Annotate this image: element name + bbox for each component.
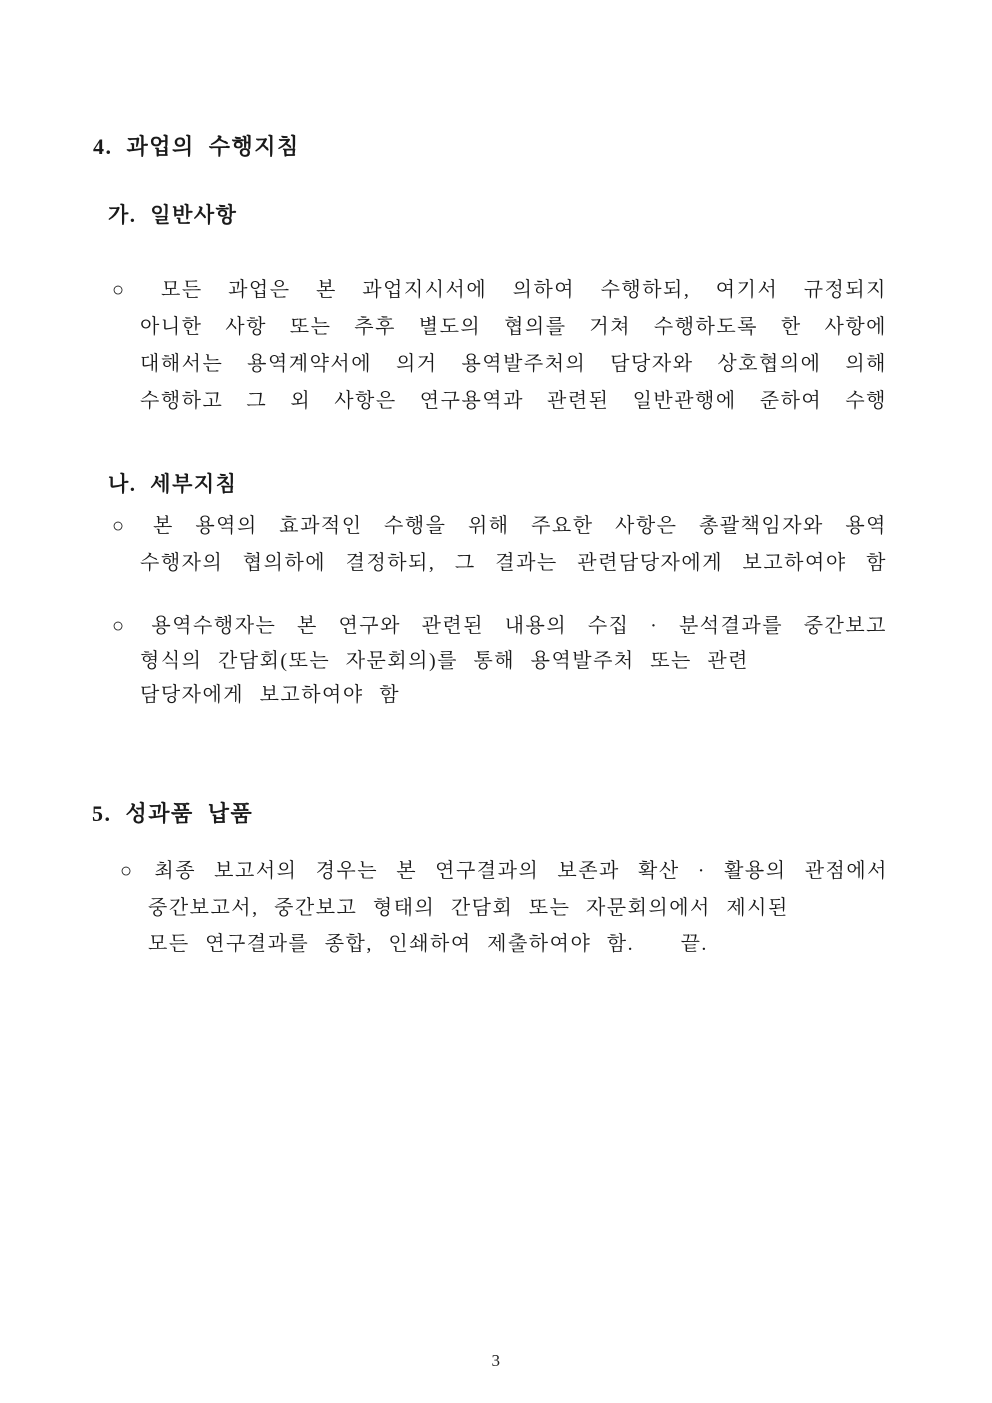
paragraph-line: 형식의 간담회(또는 자문회의)를 통해 용역발주처 또는 관련 (140, 649, 749, 672)
bullet-circle-icon: ○ (112, 615, 131, 637)
paragraph-text: 최종 보고서의 경우는 본 연구결과의 보존과 확산 · 활용의 관점에서 (154, 860, 888, 882)
paragraph-line: 담당자에게 보고하여야 함 (140, 684, 401, 706)
bullet-circle-icon: ○ (112, 515, 132, 537)
subsection-ga-heading: 가. 일반사항 (108, 203, 238, 227)
section-5-heading: 5. 성과품 납품 (92, 801, 254, 826)
paragraph-text: 본 용역의 효과적인 수행을 위해 주요한 사항은 총괄책임자와 용역 (153, 515, 887, 537)
paragraph-line (112, 272, 887, 309)
paragraph-line: 모든 연구결과를 종합, 인쇄하여 제출하여야 함. 끝. (148, 933, 708, 955)
paragraph-line: 수행하고 그 외 사항은 연구용역과 관련된 일반관행에 준하여 수행 (140, 390, 887, 412)
detail-bullet-paragraph-1 (112, 508, 887, 582)
detail-bullet-paragraph-2 (112, 609, 887, 713)
general-bullet-paragraph (112, 272, 887, 420)
paragraph-line (112, 609, 887, 644)
subsection-na-heading: 나. 세부지침 (108, 472, 238, 496)
bullet-circle-icon: ○ (112, 279, 136, 301)
paragraph-text: 용역수행자는 본 연구와 관련된 내용의 수집 · 분석결과를 중간보고 (151, 615, 887, 637)
paragraph-line (112, 508, 887, 545)
delivery-bullet-paragraph (120, 853, 888, 963)
paragraph-text: 모든 과업은 본 과업지시서에 의하여 수행하되, 여기서 규정되지 (161, 279, 887, 301)
bullet-circle-icon: ○ (120, 860, 137, 882)
paragraph-line: 수행자의 협의하에 결정하되, 그 결과는 관련담당자에게 보고하여야 함 (140, 552, 887, 574)
page-number: 3 (491, 1351, 501, 1370)
paragraph-line: 아니한 사항 또는 추후 별도의 협의를 거쳐 수행하도록 한 사항에 (140, 316, 887, 338)
paragraph-line (120, 853, 888, 890)
section-4-heading: 4. 과업의 수행지침 (93, 134, 300, 159)
paragraph-line: 중간보고서, 중간보고 형태의 간담회 또는 자문회의에서 제시된 (148, 896, 789, 919)
paragraph-line: 대해서는 용역계약서에 의거 용역발주처의 담당자와 상호협의에 의해 (140, 353, 887, 375)
